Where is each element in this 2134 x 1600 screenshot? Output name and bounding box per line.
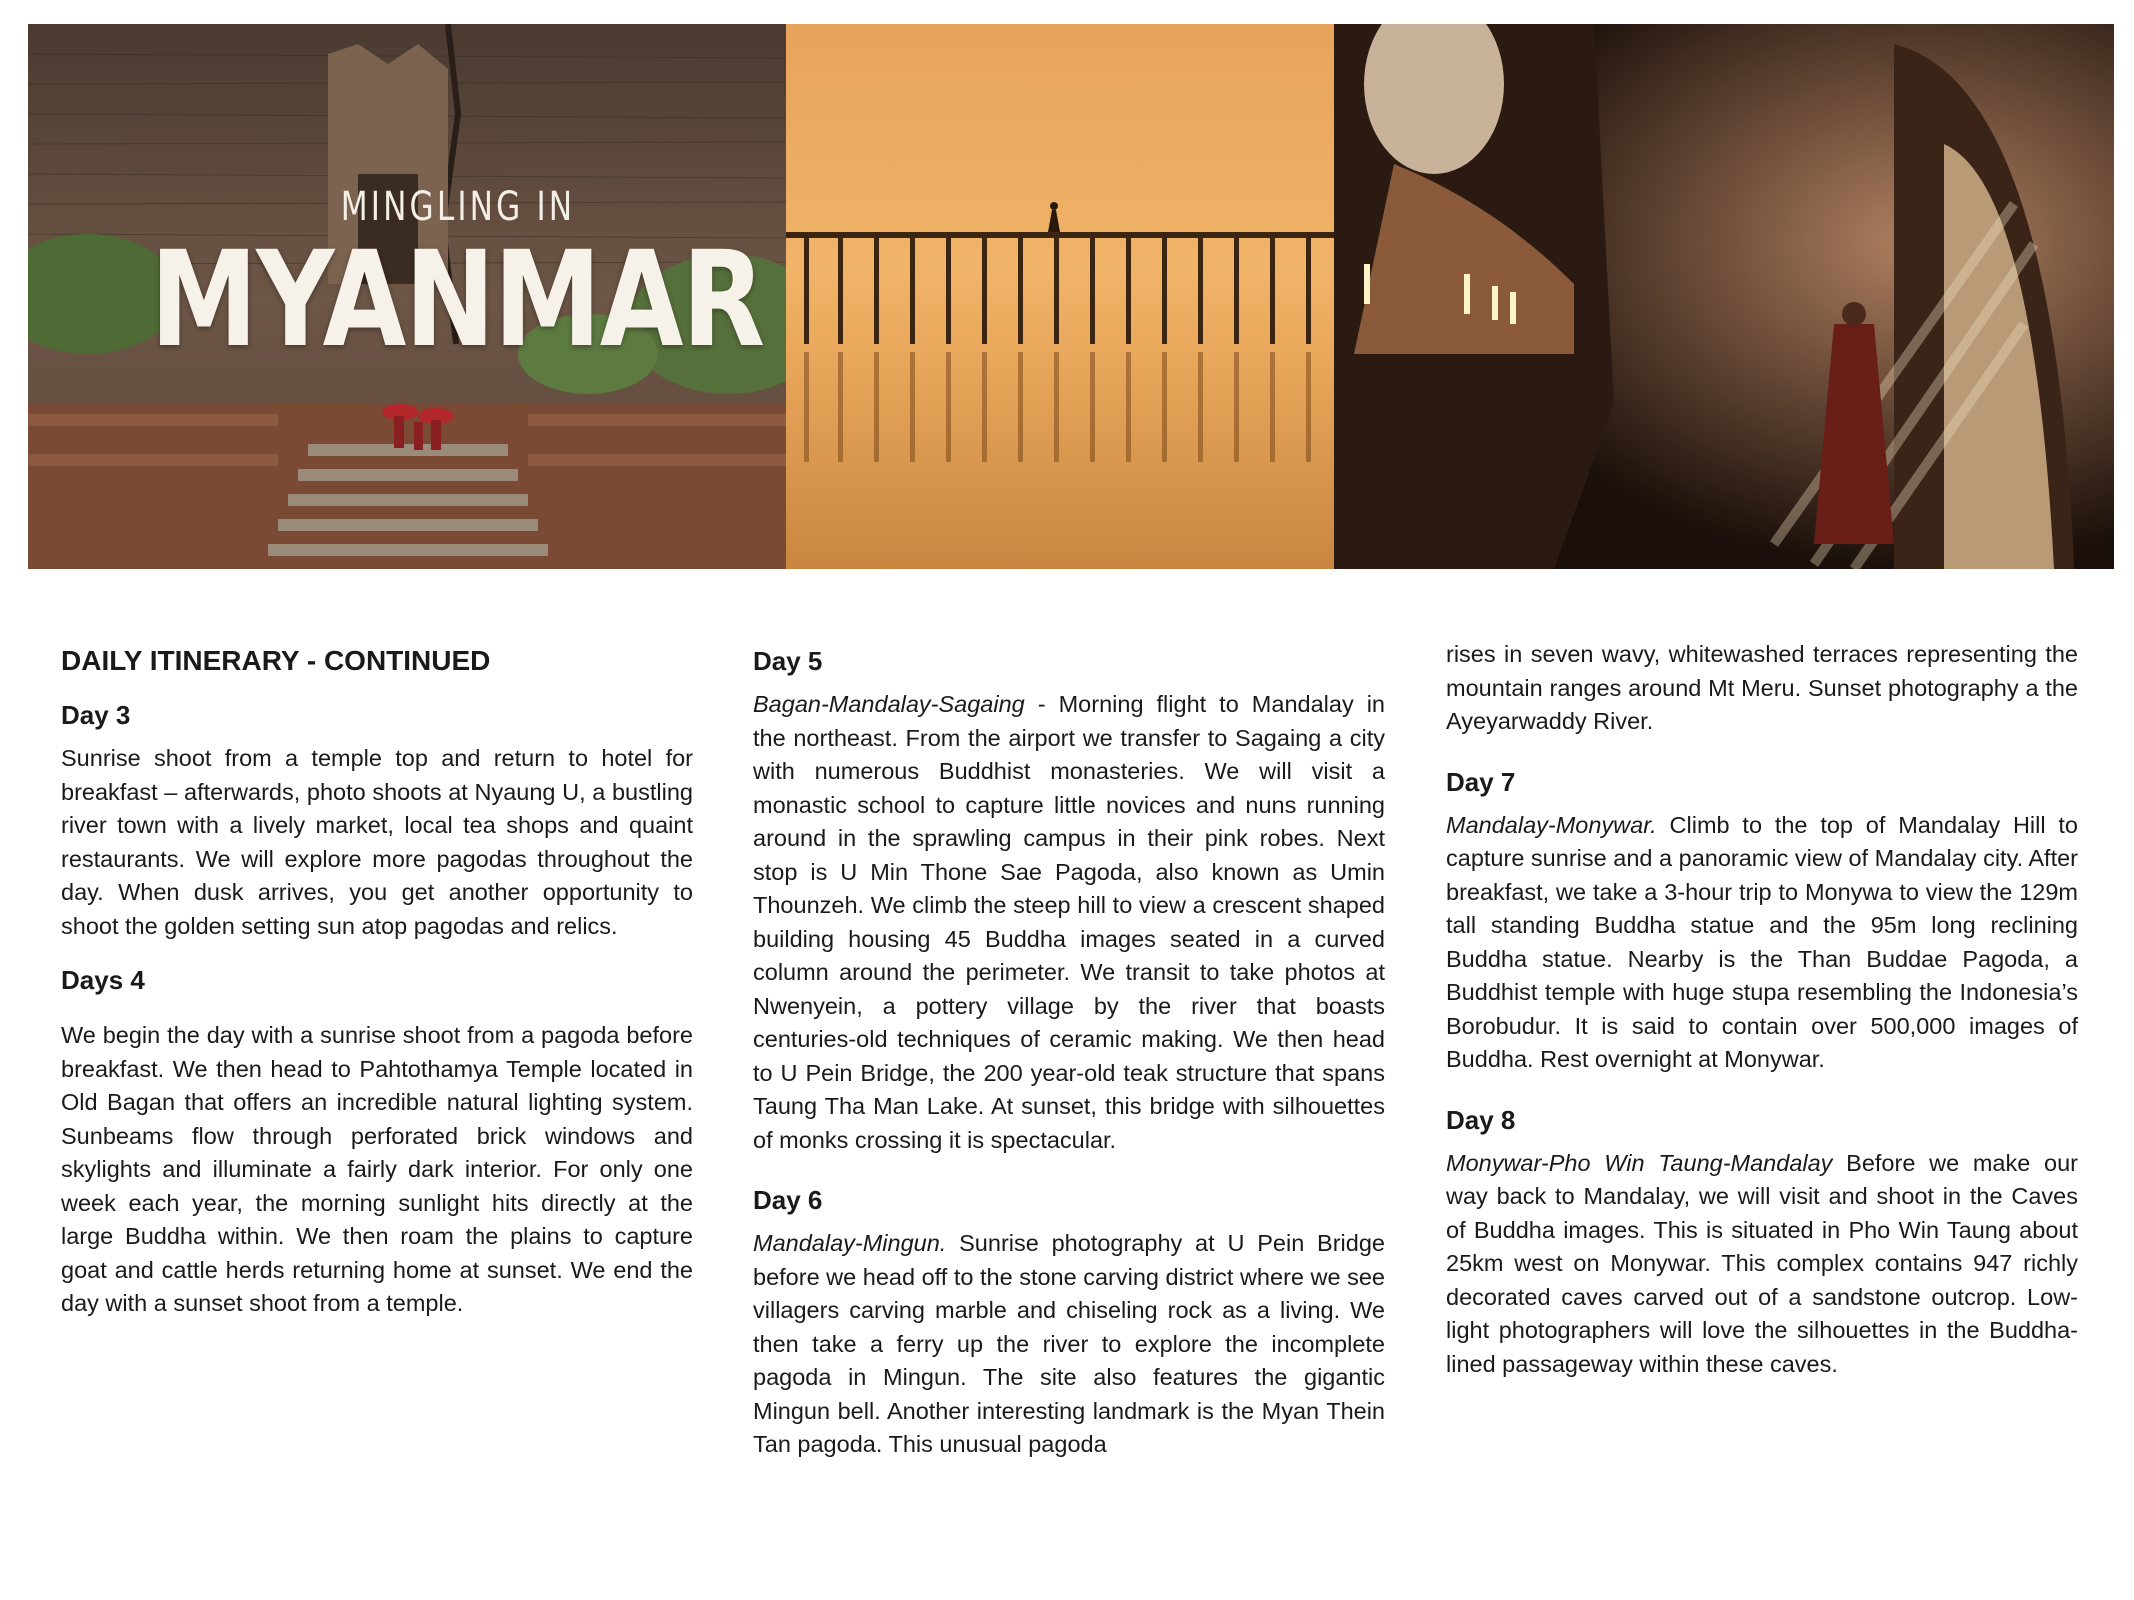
column-3 xyxy=(1446,638,2078,1401)
day6-paragraph xyxy=(753,1227,1385,1462)
day4-body: We begin the day with a sunrise shoot from a pagoda before breakfast. We then head to Pahtothamya Temple located in Old Bagan that offers an incredible natural lighting system. Sunbeams flow through perforated brick windows and skylights and illuminate a fairly dark interior. For only one week each year, the morning sunlight hits directly at the large Buddha within. We then roam the plains to capture goat and cattle herds returning home at sunset. We end the day with a sunset shoot from a temple. xyxy=(61,1022,693,1316)
title-main: MYANMAR xyxy=(150,223,764,377)
day5-route: Bagan-Mandalay-Sagaing xyxy=(753,691,1025,717)
section-heading: DAILY ITINERARY - CONTINUED xyxy=(61,645,491,676)
day3-title: Day 3 xyxy=(61,700,131,730)
day7-title: Day 7 xyxy=(1446,766,1516,797)
day7-body: Climb to the top of Mandalay Hill to capture sunrise and a panoramic view of Mandalay city. After breakfast, we take a 3-hour trip to Monywa to view the 129m tall standing Buddha statue and the 95m long reclining Buddha statue. Nearby is the Than Buddae Pagoda, a Buddhist temple with huge stupa resembling the Indonesia’s Borobudur. It is said to contain over 500,000 images of Buddha. Rest overnight at Monywar. xyxy=(1446,811,2078,1072)
day8-body: Before we make our way back to Mandalay, we will visit and shoot in the Caves of Buddha images. This is situated in Pho Win Taung about 25km west on Monywar. This complex contains 947 richly decorated caves carved out of a sandstone outcrop. Low-light photographers will love the silhouettes in the Buddha-lined passageway within these caves. xyxy=(1446,1149,2078,1377)
day5-body: - Morning flight to Mandalay in the northeast. From the airport we transfer to Sagaing a city with numerous Buddhist monasteries. We will visit a monastic school to capture little novices and nuns running around in the sprawling campus in their pink robes. Next stop is U Min Thone Sae Pagoda, also known as Umin Thounzeh. We climb the steep hill to view a crescent shaped building housing 45 Buddha images seated in a curved column around the perimeter. We transit to take photos at Nwenyein, a pottery village by the river that boasts centuries-old techniques of ceramic making. We then head to U Pein Bridge, the 200 year-old teak structure that spans Taung Tha Man Lake. At sunset, this bridge with silhouettes of monks crossing it is spectacular. xyxy=(753,691,1385,1153)
day8-paragraph xyxy=(1446,1147,2078,1382)
title-kicker: MINGLING IN xyxy=(340,184,576,230)
day8-title: Day 8 xyxy=(1446,1104,1516,1135)
day5-paragraph xyxy=(753,688,1385,1157)
day6-title: Day 6 xyxy=(753,1185,823,1215)
bridge-photo xyxy=(786,24,1334,569)
magazine-title xyxy=(150,184,778,377)
cave-photo xyxy=(1334,24,2114,569)
day7-route: Mandalay-Monywar. xyxy=(1446,811,1657,838)
column-2 xyxy=(753,636,1385,1482)
day3-body: Sunrise shoot from a temple top and return to hotel for breakfast – afterwards, photo shoots at Nyaung U, a bustling river town with a lively market, local tea shops and quaint restaurants. We will explore more pagodas throughout the day. When dusk arrives, you get another opportunity to shoot the golden setting sun atop pagodas and relics. xyxy=(61,745,693,939)
day4-title: Days 4 xyxy=(61,965,145,995)
day7-paragraph xyxy=(1446,809,2078,1077)
header-banner xyxy=(28,24,2114,569)
day6-continued: rises in seven wavy, whitewashed terraces representing the mountain ranges around Mt Meru. Sunset photography a the Ayeyarwaddy River. xyxy=(1446,641,2078,734)
column-1 xyxy=(61,636,693,1341)
day6-route: Mandalay-Mingun. xyxy=(753,1230,947,1256)
day8-route: Monywar-Pho Win Taung-Mandalay xyxy=(1446,1149,1833,1176)
day6-body: Sunrise photography at U Pein Bridge before we head off to the stone carving district where we see villagers carving marble and chiseling rock as a living. We then take a ferry up the river to explore the incomplete pagoda in Mingun. The site also features the gigantic Mingun bell. Another interesting landmark is the Myan Thein Tan pagoda. This unusual pagoda xyxy=(753,1230,1385,1457)
day5-title: Day 5 xyxy=(753,646,823,676)
